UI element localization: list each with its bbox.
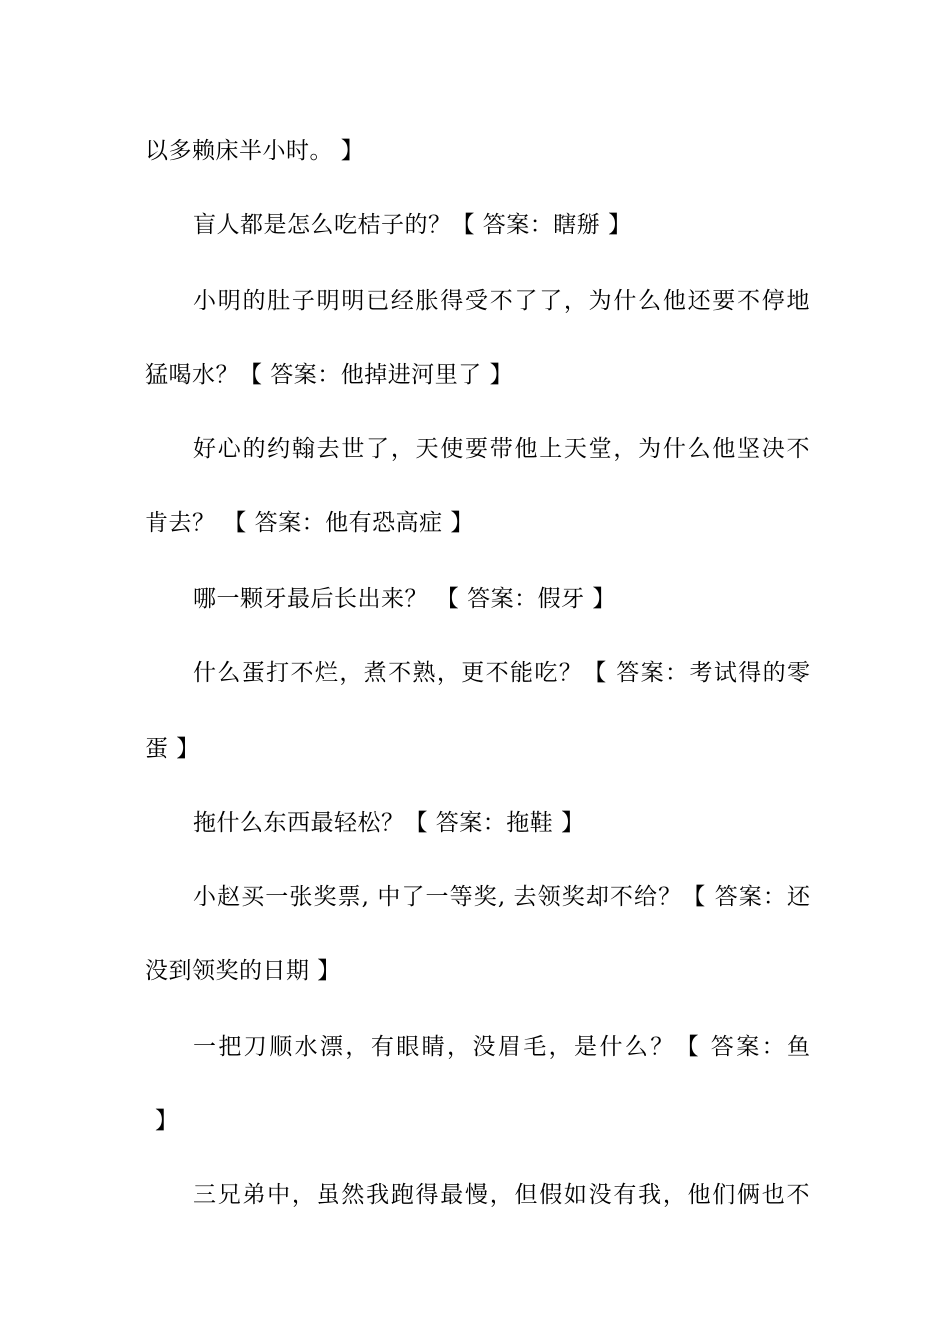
text-line: 一把刀顺水漂，有眼睛，没眉毛，是什么？【 答案：鱼	[193, 1034, 810, 1060]
text-line: 以多赖床半小时。 】	[145, 138, 365, 164]
text-line: 】	[155, 1108, 179, 1134]
text-line: 拖什么东西最轻松？【 答案：拖鞋 】	[193, 810, 585, 836]
text-line: 猛喝水？【 答案：他掉进河里了 】	[145, 362, 514, 388]
text-line: 肯去？ 【 答案：他有恐高症 】	[145, 510, 474, 536]
text-line: 什么蛋打不烂，煮不熟，更不能吃？【 答案：考试得的零	[193, 660, 810, 686]
text-line: 好心的约翰去世了，天使要带他上天堂，为什么他坚决不	[193, 436, 810, 462]
text-line: 没到领奖的日期 】	[145, 958, 341, 984]
text-line: 蛋 】	[145, 736, 200, 762]
text-line: 哪一颗牙最后长出来？ 【 答案：假牙 】	[193, 586, 616, 612]
text-line: 盲人都是怎么吃桔子的？【 答案：瞎掰 】	[193, 212, 632, 238]
text-line: 小赵买一张奖票, 中了一等奖, 去领奖却不给？【 答案：还	[193, 884, 810, 910]
text-line: 三兄弟中，虽然我跑得最慢，但假如没有我，他们俩也不	[193, 1182, 810, 1208]
text-line: 小明的肚子明明已经胀得受不了了，为什么他还要不停地	[193, 288, 810, 314]
